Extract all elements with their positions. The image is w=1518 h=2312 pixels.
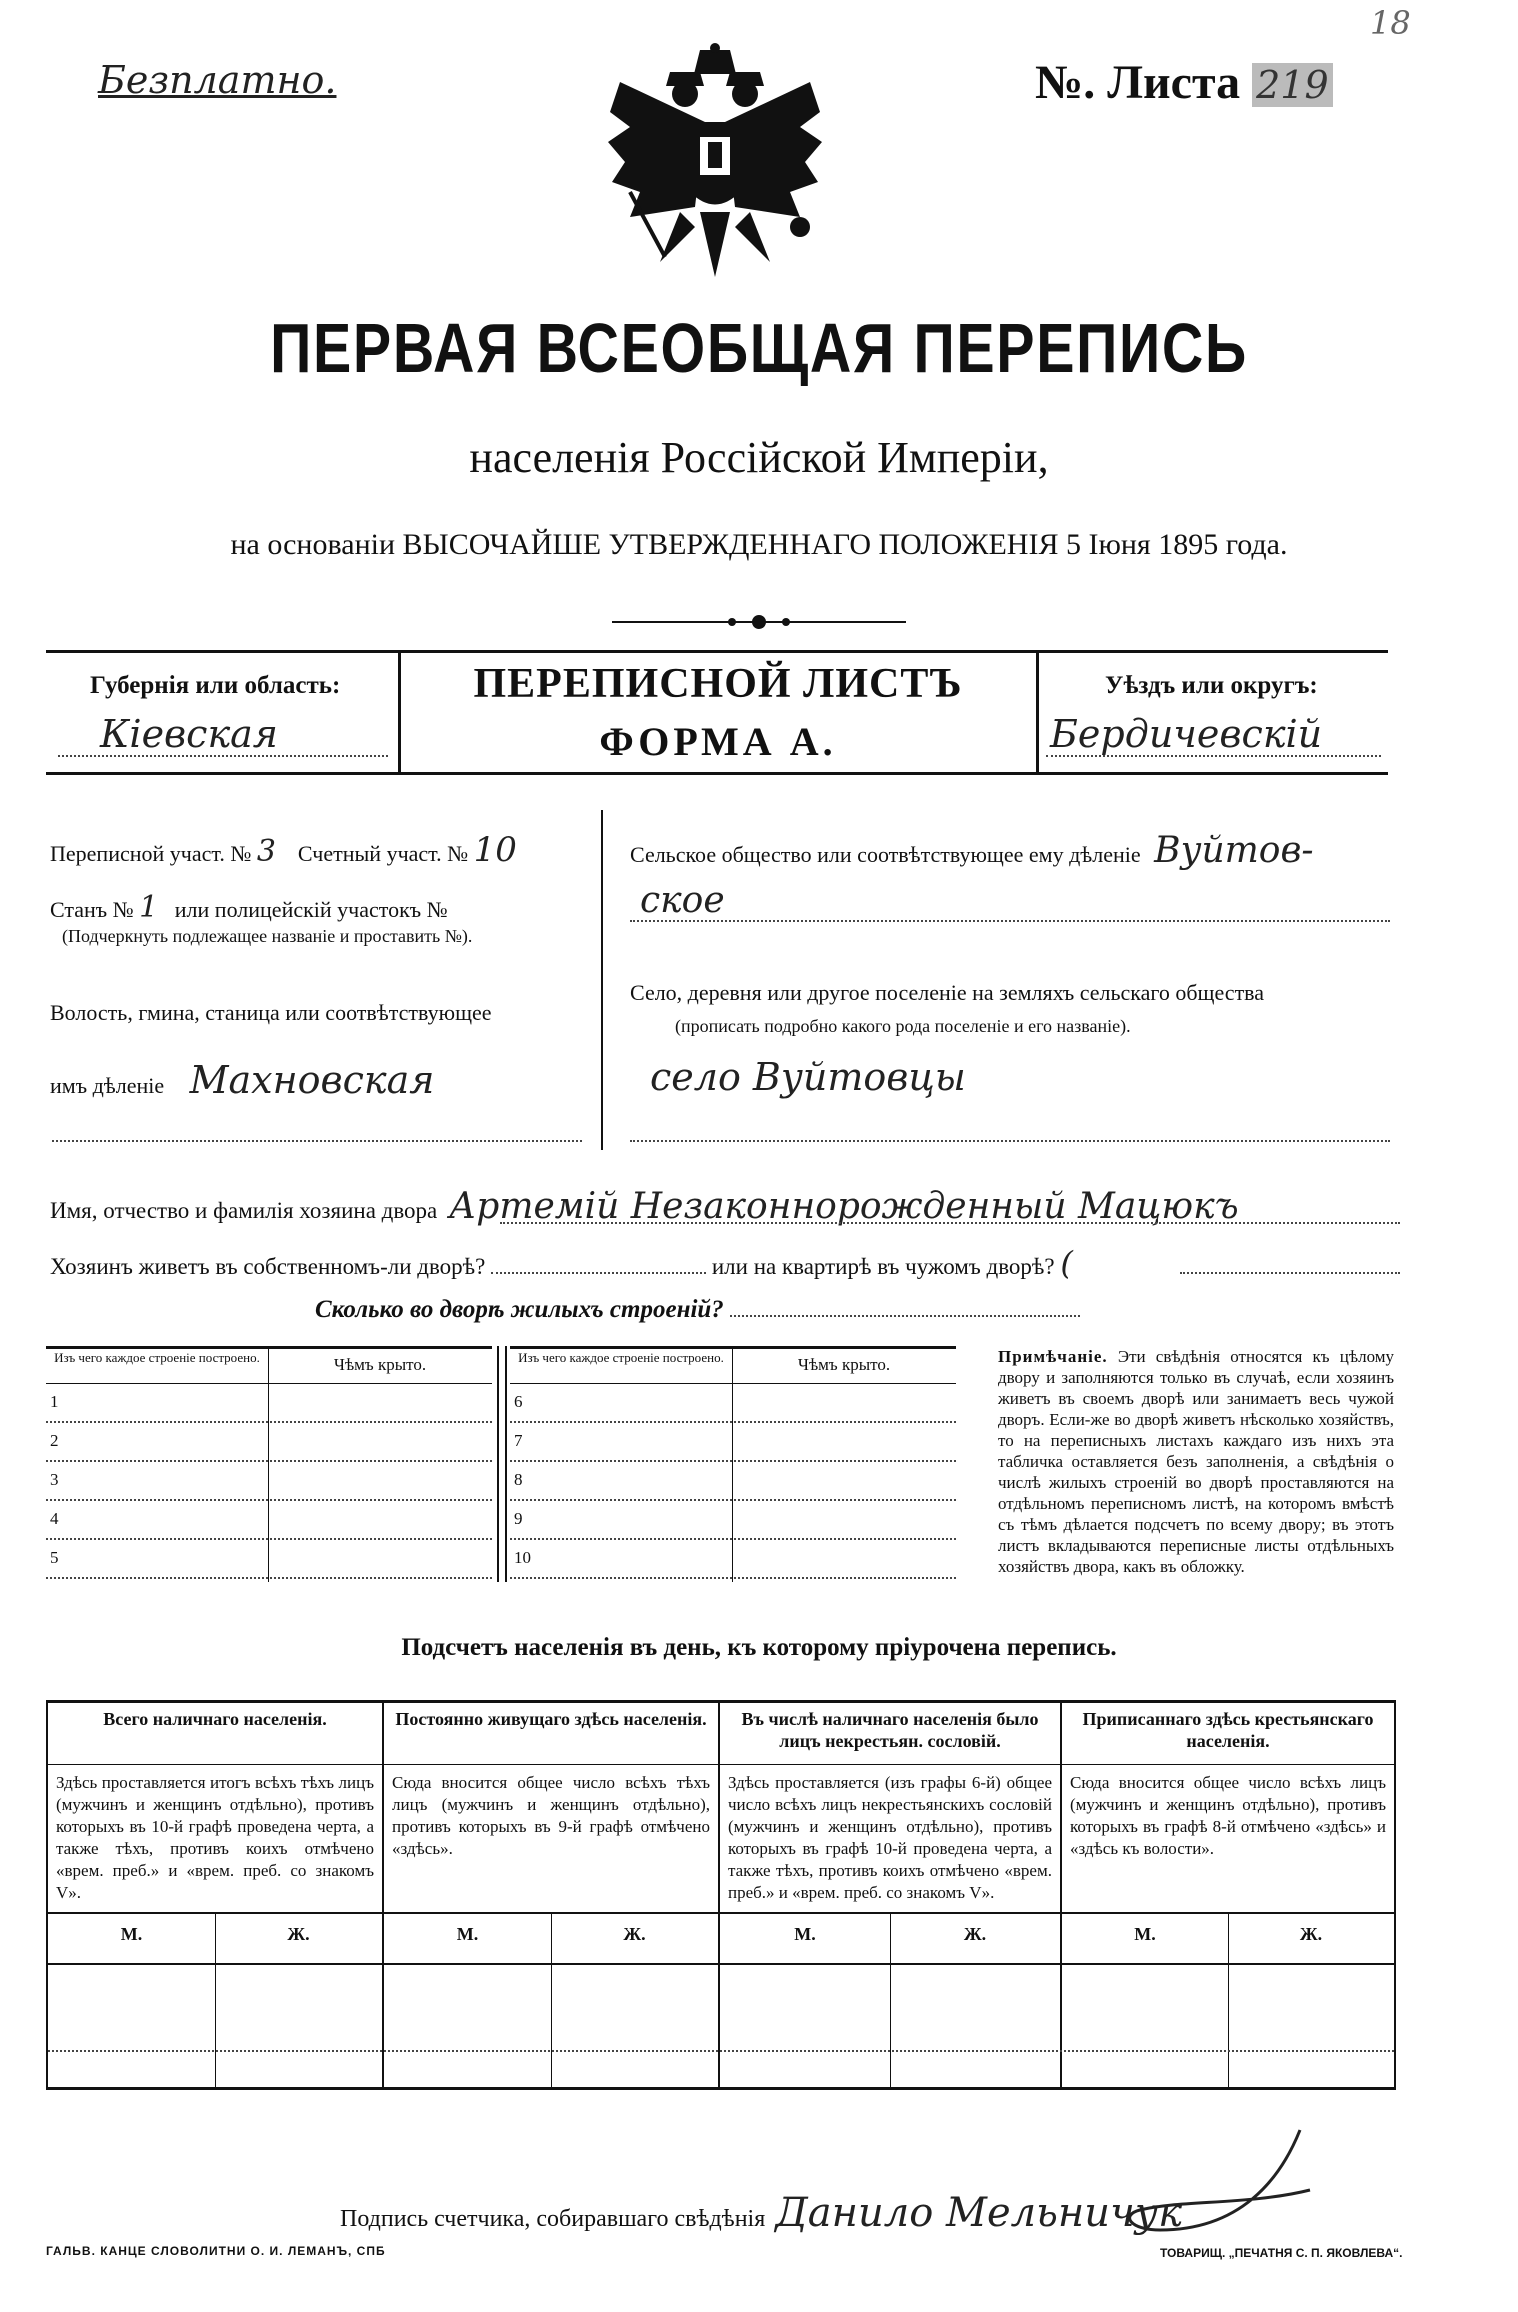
free-label: Безплатно. (98, 58, 337, 102)
owner-name-field (50, 1186, 1239, 1227)
note-title: Примѣчаніе. (998, 1347, 1108, 1366)
gubernia-value: Кіевская (100, 712, 278, 756)
count-section-value: 10 (473, 830, 517, 870)
count-column-description: Сюда вносится общее число всѣхъ лицъ (мужчинъ и женщинъ отдѣльно), противъ которыхъ въ графѣ 8-й отмѣчено «здѣсь» и «здѣсь къ волости». (1070, 1773, 1386, 1858)
count-column-description: Здѣсь проставляется (изъ графы 6-й) общее число всѣхъ лицъ некрестьянскихъ сословій (мужчинъ и женщинъ отдѣльно), противъ которыхъ въ графѣ 10-й проведена черта, а также тѣхъ, противъ коихъ отмѣчено «врем. преб.» и «врем. преб. со знакомъ V». (728, 1773, 1052, 1902)
volost-field (50, 1058, 434, 1102)
male-column-header: М. (794, 1924, 816, 1944)
owner-name-value: Артемій Незаконнорожденный Мацюкъ (449, 1186, 1239, 1227)
coat-of-arms-icon (600, 42, 830, 292)
census-section-field (50, 830, 517, 870)
count-column-title: Всего наличнаго населенія. (103, 1709, 327, 1729)
police-label: или полицейскій участокъ № (174, 897, 448, 922)
own-yard-label: Хозяинъ живетъ въ собственномъ-ли дворѣ? (50, 1254, 486, 1279)
table-row-separator (46, 1421, 492, 1423)
table-row-separator (46, 1460, 492, 1462)
count-column-description: Здѣсь проставляется итогъ всѣхъ тѣхъ лицъ (мужчинъ и женщинъ отдѣльно), противъ которыхъ въ 10-й графѣ проведена черта, а также тѣхъ, противъ коихъ отмѣчено «врем. преб.» и «врем. преб. со знакомъ V». (56, 1773, 374, 1902)
sheet-number-value: 219 (1252, 63, 1333, 107)
count-entry-line (48, 2050, 1394, 2052)
signature-value: Данило Мельничук (775, 2190, 1182, 2236)
signature-label: Подпись счетчика, собиравшаго свѣдѣнія (340, 2206, 766, 2232)
signature-field (340, 2190, 1182, 2236)
gubernia-label: Губернія или область: (90, 672, 341, 699)
table-row-number: 9 (514, 1509, 523, 1528)
count-title: Подсчетъ населенія въ день, къ которому пріурочена перепись. (401, 1634, 1117, 1661)
printer-left: ГАЛЬВ. КАНЦЕ СЛОВОЛИТНИ О. И. ЛЕМАНЪ, СПБ (46, 2244, 386, 2258)
table-row-separator (510, 1538, 956, 1540)
table-row-number: 3 (50, 1470, 59, 1489)
female-column-header: Ж. (1299, 1924, 1323, 1944)
table-row-number: 6 (514, 1392, 523, 1411)
stan-value: 1 (139, 890, 159, 925)
count-column-title-divider (1062, 1764, 1394, 1765)
society-field (630, 830, 1314, 871)
count-column-title-divider (48, 1764, 382, 1765)
form-title: ПЕРЕПИСНОЙ ЛИСТЪ (473, 661, 963, 707)
count-column-title: Постоянно живущаго здѣсь населенія. (395, 1709, 707, 1729)
sheet-number-label: №. Листа (1035, 56, 1241, 109)
table-row-separator (46, 1499, 492, 1501)
buildings-question-label: Сколько во дворѣ жилыхъ строеній? (315, 1296, 724, 1323)
male-column-header: М. (1134, 1924, 1156, 1944)
table-row-number: 5 (50, 1548, 59, 1567)
uezd-value: Бердичевскій (1050, 712, 1323, 756)
volost-label-2: имъ дѣленіе (50, 1073, 165, 1098)
table-row-number: 8 (514, 1470, 523, 1489)
printer-right: ТОВАРИЩ. „ПЕЧАТНЯ С. П. ЯКОВЛЕВА“. (1160, 2246, 1403, 2260)
table-row-number: 4 (50, 1509, 59, 1528)
main-title: ПЕРВАЯ ВСЕОБЩАЯ ПЕРЕПИСЬ (270, 309, 1248, 387)
census-section-label: Переписной участ. № (50, 841, 252, 866)
count-column-description: Сюда вносится общее число всѣхъ тѣхъ лицъ (мужчинъ и женщинъ отдѣльно), противъ которыхъ въ 9-й графѣ отмѣчено «здѣсь». (392, 1773, 710, 1858)
count-column-title-divider (384, 1764, 718, 1765)
ornament-divider (612, 613, 906, 631)
form-header-divider-right (1036, 650, 1039, 774)
uezd-label: Уѣздъ или округъ: (1105, 672, 1318, 699)
table-row-separator (510, 1577, 956, 1579)
table-row-number: 2 (50, 1431, 59, 1450)
count-column-title: Въ числѣ наличнаго населенія было лицъ некрестьян. сословій. (741, 1709, 1039, 1751)
legal-basis: на основаніи ВЫСОЧАЙШЕ УТВЕРЖДЕННАГО ПОЛОЖЕНІЯ 5 Іюня 1895 года. (230, 528, 1288, 561)
form-header-top-border (46, 650, 1388, 653)
rent-label: или на квартирѣ въ чужомъ дворѣ? (711, 1254, 1055, 1279)
table-row-separator (46, 1538, 492, 1540)
form-header-bottom-border (46, 772, 1388, 775)
male-column-header: М. (456, 1924, 479, 1944)
census-section-value: 3 (256, 834, 276, 869)
signature-flourish (1100, 2120, 1320, 2240)
buildings-note (998, 1346, 1394, 1577)
village-value: село Вуйтовцы (650, 1055, 966, 1099)
underline-note: (Подчеркнуть подлежащее названіе и проставить №). (62, 926, 473, 946)
table-row-number: 1 (50, 1392, 59, 1411)
society-value: Вуйтов- (1154, 830, 1314, 871)
village-label: Село, деревня или другое поселеніе на земляхъ сельскаго общества (630, 980, 1265, 1005)
col-roof-right: Чѣмъ крыто. (797, 1355, 891, 1374)
volost-value: Махновская (189, 1058, 435, 1102)
volost-label: Волость, гмина, станица или соотвѣтствующее (50, 1000, 492, 1025)
col-roof-left: Чѣмъ крыто. (333, 1355, 427, 1374)
corner-note: 18 (1370, 4, 1411, 42)
rent-value: ( (1060, 1244, 1073, 1282)
society-value-2: ское (640, 880, 725, 921)
note-text: Эти свѣдѣнія относятся къ цѣлому двору и заполняются только въ случаѣ, если хозяинъ живетъ въ своемъ дворѣ или занимаетъ весь чужой дворъ. Если-же во дворѣ живетъ нѣсколько хозяйствъ, то на переписныхъ листахъ каждаго изъ нихъ эта табличка оставляется безъ заполненія, а свѣдѣнія о числѣ жилыхъ строеній во дворѣ проставляются на отдѣльномъ переписномъ листѣ, на которомъ вмѣстѣ съ тѣмъ дѣлается подсчетъ по всему двору; въ этотъ листъ вкладываются переписные листы отдѣльныхъ хозяйствъ двора, какъ въ обложку. (998, 1347, 1395, 1576)
table-row-separator (510, 1460, 956, 1462)
stan-label: Станъ № (50, 897, 134, 922)
buildings-question (315, 1296, 1080, 1324)
col-material-right: Изъ чего каждое строеніе построено. (518, 1350, 724, 1365)
table-row-number: 10 (514, 1548, 531, 1567)
female-column-header: Ж. (623, 1924, 646, 1944)
fields-divider (601, 810, 603, 1150)
count-column-title-divider (720, 1764, 1060, 1765)
female-column-header: Ж. (963, 1924, 987, 1944)
table-row-separator (46, 1577, 492, 1579)
table-row-separator (510, 1499, 956, 1501)
female-column-header: Ж. (287, 1924, 310, 1944)
table-row-separator (510, 1421, 956, 1423)
table-row-number: 7 (514, 1431, 523, 1450)
owner-name-label: Имя, отчество и фамилія хозяина двора (50, 1198, 438, 1223)
count-section-label: Счетный участ. № (297, 841, 469, 866)
male-column-header: М. (120, 1924, 143, 1944)
sheet-number (1035, 55, 1333, 110)
owner-residence-field (50, 1244, 1073, 1282)
count-column-title: Приписаннаго здѣсь крестьянскаго населенія. (1082, 1709, 1374, 1751)
village-note: (прописать подробно какого рода поселеніе и его названіе). (675, 1016, 1131, 1036)
col-material-left: Изъ чего каждое строеніе построено. (54, 1350, 260, 1365)
stan-field (50, 890, 448, 925)
society-label: Сельское общество или соотвѣтствующее ему дѣленіе (630, 842, 1141, 867)
subtitle: населенія Россійской Имперіи, (469, 433, 1049, 482)
form-subtitle: ФОРМА А. (599, 719, 837, 764)
